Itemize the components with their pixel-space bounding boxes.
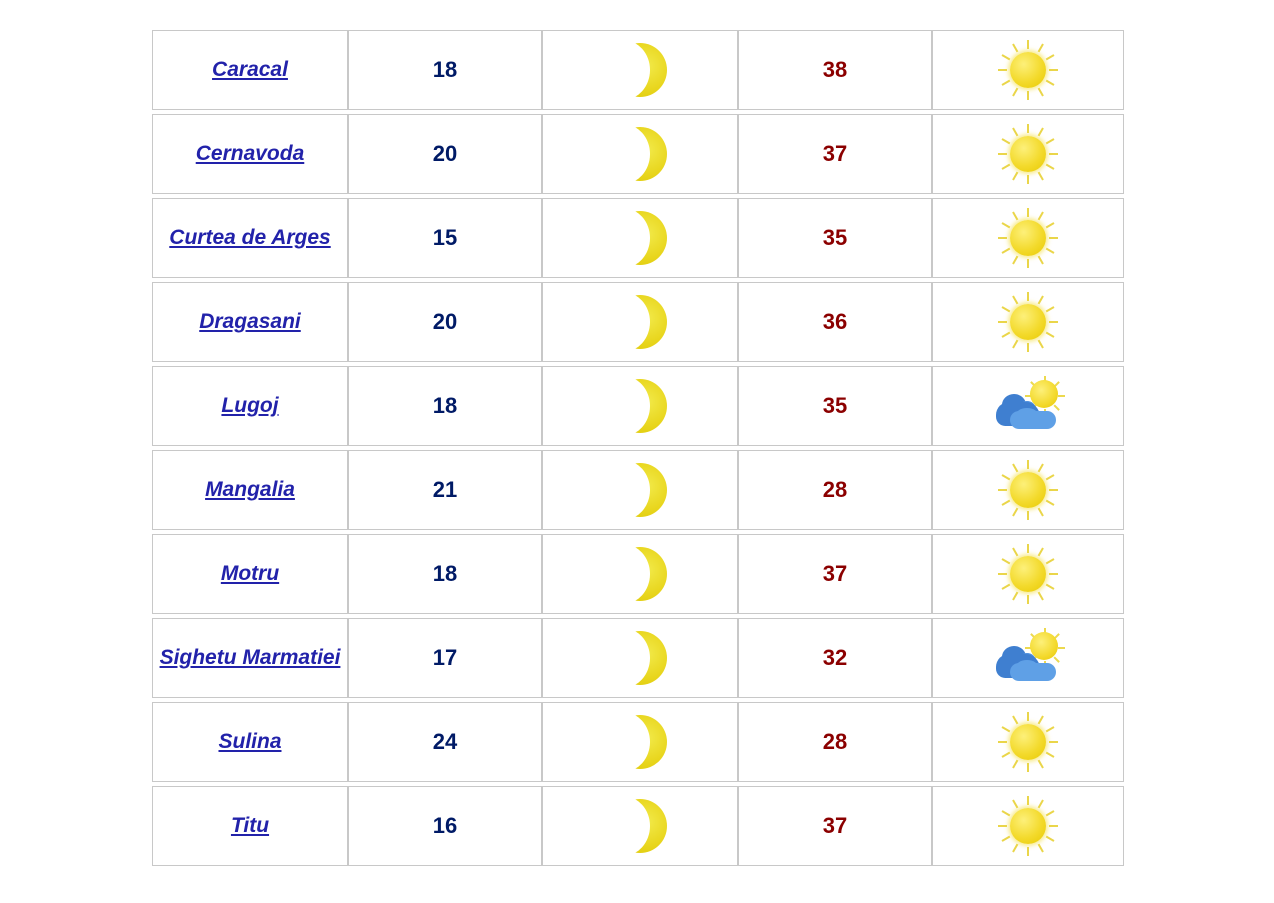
table-row <box>152 786 1124 866</box>
city-cell <box>152 366 348 446</box>
min-temp-cell <box>348 534 542 614</box>
day-icon-cell <box>932 114 1124 194</box>
crescent-moon-icon <box>613 631 667 685</box>
night-icon-cell <box>542 282 738 362</box>
min-temp-value: 24 <box>432 729 458 754</box>
crescent-moon-icon <box>613 295 667 349</box>
city-link[interactable]: Mangalia <box>205 478 295 501</box>
min-temp-value: 16 <box>432 813 458 838</box>
city-cell <box>152 702 348 782</box>
table-row <box>152 450 1124 530</box>
sun-icon <box>997 459 1059 521</box>
night-icon-cell <box>542 30 738 110</box>
city-cell <box>152 198 348 278</box>
city-link[interactable]: Titu <box>230 814 270 837</box>
max-temp-cell <box>738 618 932 698</box>
day-icon-cell <box>932 282 1124 362</box>
min-temp-cell <box>348 282 542 362</box>
day-icon-cell <box>932 450 1124 530</box>
city-link[interactable]: Curtea de Arges <box>169 226 331 249</box>
weather-table-body <box>152 30 1124 866</box>
crescent-moon-icon <box>613 43 667 97</box>
day-icon-cell <box>932 702 1124 782</box>
max-temp-value: 37 <box>822 813 848 838</box>
min-temp-value: 18 <box>432 393 458 418</box>
max-temp-value: 28 <box>822 729 848 754</box>
min-temp-value: 20 <box>432 141 458 166</box>
min-temp-value: 18 <box>432 561 458 586</box>
night-icon-cell <box>542 534 738 614</box>
city-link[interactable]: Caracal <box>212 58 288 81</box>
night-icon-cell <box>542 366 738 446</box>
max-temp-cell <box>738 786 932 866</box>
night-icon-cell <box>542 450 738 530</box>
min-temp-cell <box>348 366 542 446</box>
city-cell <box>152 450 348 530</box>
max-temp-value: 28 <box>822 477 848 502</box>
crescent-moon-icon <box>613 463 667 517</box>
table-row <box>152 282 1124 362</box>
city-cell <box>152 30 348 110</box>
sun-icon <box>997 711 1059 773</box>
city-link[interactable]: Lugoj <box>221 394 279 417</box>
min-temp-cell <box>348 30 542 110</box>
sun-icon <box>997 795 1059 857</box>
crescent-moon-icon <box>613 211 667 265</box>
table-row <box>152 366 1124 446</box>
city-cell <box>152 534 348 614</box>
day-icon-cell <box>932 30 1124 110</box>
max-temp-cell <box>738 282 932 362</box>
max-temp-cell <box>738 198 932 278</box>
min-temp-value: 20 <box>432 309 458 334</box>
table-row <box>152 30 1124 110</box>
city-link[interactable]: Sighetu Marmatiei <box>159 646 341 669</box>
max-temp-value: 36 <box>822 309 848 334</box>
city-link[interactable]: Motru <box>220 562 280 585</box>
crescent-moon-icon <box>613 379 667 433</box>
sun-icon <box>997 123 1059 185</box>
sun-icon <box>997 39 1059 101</box>
crescent-moon-icon <box>613 715 667 769</box>
max-temp-value: 38 <box>822 57 848 82</box>
table-row <box>152 702 1124 782</box>
crescent-moon-icon <box>613 799 667 853</box>
city-link[interactable]: Dragasani <box>199 310 301 333</box>
day-icon-cell <box>932 618 1124 698</box>
min-temp-cell <box>348 702 542 782</box>
city-cell <box>152 114 348 194</box>
crescent-moon-icon <box>613 127 667 181</box>
min-temp-value: 21 <box>432 477 458 502</box>
max-temp-cell <box>738 366 932 446</box>
sun-icon <box>997 207 1059 269</box>
min-temp-cell <box>348 450 542 530</box>
max-temp-value: 32 <box>822 645 848 670</box>
sun-behind-cloud-icon <box>992 378 1064 434</box>
night-icon-cell <box>542 786 738 866</box>
city-cell <box>152 618 348 698</box>
night-icon-cell <box>542 702 738 782</box>
min-temp-cell <box>348 114 542 194</box>
max-temp-cell <box>738 30 932 110</box>
min-temp-cell <box>348 198 542 278</box>
table-row <box>152 534 1124 614</box>
min-temp-value: 18 <box>432 57 458 82</box>
city-link[interactable]: Sulina <box>218 730 282 753</box>
max-temp-cell <box>738 450 932 530</box>
table-row <box>152 114 1124 194</box>
weather-table-wrapper <box>152 26 1124 870</box>
table-row <box>152 618 1124 698</box>
day-icon-cell <box>932 534 1124 614</box>
min-temp-cell <box>348 786 542 866</box>
weather-table <box>152 26 1124 870</box>
max-temp-value: 35 <box>822 225 848 250</box>
night-icon-cell <box>542 618 738 698</box>
max-temp-cell <box>738 702 932 782</box>
city-cell <box>152 282 348 362</box>
day-icon-cell <box>932 786 1124 866</box>
sun-behind-cloud-icon <box>992 630 1064 686</box>
min-temp-value: 15 <box>432 225 458 250</box>
max-temp-value: 37 <box>822 561 848 586</box>
night-icon-cell <box>542 198 738 278</box>
max-temp-cell <box>738 114 932 194</box>
max-temp-value: 37 <box>822 141 848 166</box>
sun-icon <box>997 543 1059 605</box>
day-icon-cell <box>932 198 1124 278</box>
max-temp-value: 35 <box>822 393 848 418</box>
city-link[interactable]: Cernavoda <box>195 142 305 165</box>
sun-icon <box>997 291 1059 353</box>
crescent-moon-icon <box>613 547 667 601</box>
table-row <box>152 198 1124 278</box>
night-icon-cell <box>542 114 738 194</box>
city-cell <box>152 786 348 866</box>
max-temp-cell <box>738 534 932 614</box>
min-temp-value: 17 <box>432 645 458 670</box>
day-icon-cell <box>932 366 1124 446</box>
min-temp-cell <box>348 618 542 698</box>
